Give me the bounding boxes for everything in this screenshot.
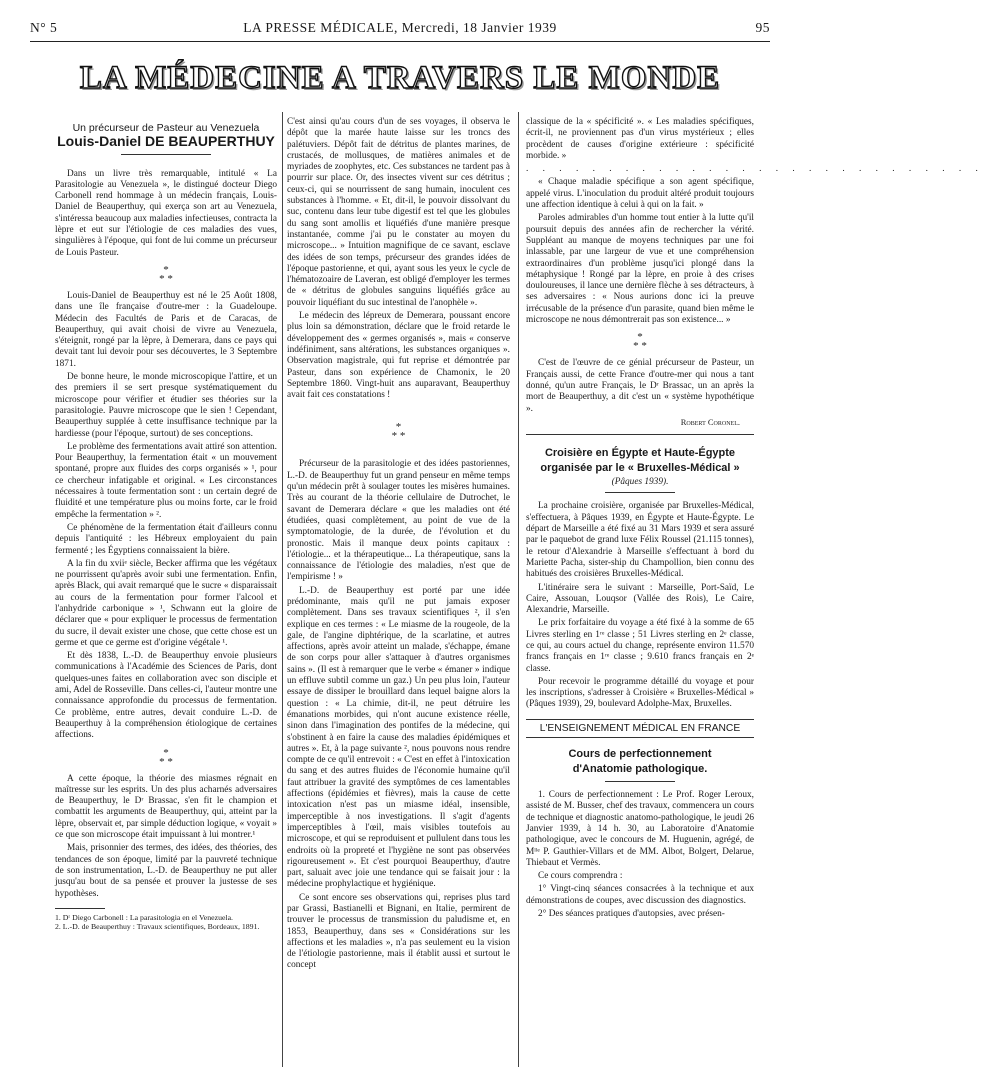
paragraph: C'est ainsi qu'au cours d'un de ses voyages, il observa le dépôt que la marée haute laisse sur les troncs des palétuviers. Dépôt fait de détritus de plantes marines, de crustacés, de mollusques, de matières animales et de myriades de zoophytes, etc. Ces substances ne tardent pas à pourrir sur place. Or, des insectes vivent sur ces détritus ; ceux-ci, qui se nourrissent de sang humain, inoculent ces substances à l'homme. « Et, dit-il, le pouvoir dissolvant du suc, contenu dans leur tube digestif est tel que les globules du sang sont amollis et liquéfiés d'une manière presque instantanée, comme j'ai pu le constater au moyen du microscope... » Intuition magnifique de ce savant, esclave des idées de son temps, précurseur des grandes idées de l'époque pastorienne, et qui, ayant sous les yeux le cycle de l'hématozoaire de Laveran, est obligé d'employer les termes de « détritus de globules sanguins liquéfiés grâce au pouvoir liquéfiant du suc intestinal de l'anophèle ». [287, 117, 510, 308]
section-separator: * * * [633, 331, 647, 353]
running-header [30, 20, 770, 40]
section-banner: LA MÉDECINE A TRAVERS LE MONDE [79, 60, 721, 96]
section-header: L'ENSEIGNEMENT MÉDICAL EN FRANCE [526, 719, 754, 738]
footnote: 2. L.-D. de Beauperthuy : Travaux scientifiques, Bordeaux, 1891. [55, 922, 260, 932]
section-separator: * * * [159, 263, 173, 285]
column-divider-2 [518, 112, 519, 1067]
paragraph: Louis-Daniel de Beauperthuy est né le 25 Août 1808, dans une île française d'outre-mer : la Guadeloupe. Médecin des Facultés de Paris et de Caracas, de Beauperthuy, qui avait choisi de vivre au Venezuela, s'éteignit, rongé par la lèpre, à Demerara, dans ce pays qui devait tant lui devoir pour ses découvertes, le 3 Septembre 1871. [55, 290, 277, 369]
page-number: 95 [755, 20, 770, 35]
paragraph: C'est de l'œuvre de ce génial précurseur de Pasteur, un Français aussi, de cette France d'outre-mer qui nous a tant donné, qu'un autre Français, le Dʳ Brassac, un an après la mort de Beauperthuy, a dit c'est un « système hypothétique ». [526, 358, 754, 414]
paragraph: L'itinéraire sera le suivant : Marseille, Port-Saïd, Le Caire, Assouan, Louqsor (Vallée des Rois), Le Caire, Alexandrie, Marseille. [526, 582, 754, 616]
paragraph: Mais, prisonnier des termes, des idées, des théories, des tendances de son époque, limité par la pauvreté technique de son instrumentation, L.-D. de Beauperthuy ne put aller jusqu'au bout de sa pensée et prouver la justesse de ses hypothèses. [55, 843, 277, 899]
paragraph: A cette époque, la théorie des miasmes régnait en maîtresse sur les esprits. Un des plus acharnés adversaires de Beauperthuy, le Dʳ Brassac, s'en fit le champion et combattit les arguments de Beauperthuy, qui, atteint par la lèpre, observait et, par simple déduction logique, « voyait » ce que son microscope était impuissant à lui montrer.¹ [55, 773, 277, 841]
paragraph: L.-D. de Beauperthuy est porté par une idée prédominante, mais qu'il ne put jamais exposer complètement. Dans ses travaux scientifiques ², il s'en explique en ces termes : « Le miasme de la rougeole, de la gale, de l'angine diphtérique, de la scarlatine, et autres affections, après avoir atteint un malade, s'échappe, émane de son corps pour aller s'attaquer à d'autres organismes sains ». (Il est à remarquer que le verbe « émaner » indique un effluve subtil comme un gaz.) Un peu plus loin, l'auteur essaye de dissiper le brouillard dans lequel baigne alors la question : « La chimie, dit-il, ne peut détruire les émanations morbides, qui n'ont aucune existence réelle, sinon dans l'imagination des pontifes de la médecine, qui s'obstinent à en faire la cause des maladies épidémiques et autres ». Et, à la page suivante ², nous pouvons nous rendre compte de ce qu'il entrevoit : « C'est en effet à l'intoxication du sang et des autres fluides de l'économie humaine qu'il faut attribuer la gravité des symptômes de ces lamentables affections (épidémies et fièvres), mais la cause de cette intoxication n'est pas un miasme idéal, insensible, imperceptible à nos investigations. Il s'agit d'agents imperceptibles à l'œil, mais visibles toutefois au microscope, et qui se reproduisent et pullulent dans tous les endroits où la propreté et l'hygiène ne sont pas observées rigoureusement ». Et c'est pourquoi Beauperthuy, d'autre part, saluait avec joie une tendance qui se faisait jour : la médecine prophylactique et hygiénique. [287, 585, 511, 890]
paragraph: Le problème des fermentations avait attiré son attention. Pour Beauperthuy, la fermentation était « un mouvement spontané, propre aux fluides des corps organisés » ¹, pour ce chercheur infatigable et original. « Les circonstances nécessaires à toute fermentation sont : un certain degré de fluidité et une température plus ou moins forte, car le froid empêche la fermentation » ². [55, 441, 277, 520]
title-rule [605, 492, 675, 493]
column-3 [526, 117, 984, 922]
paragraph: Pour recevoir le programme détaillé du voyage et pour les inscriptions, s'adresser à Croisière « Bruxelles-Médical » (Pâques 1939), 29, boulevard Adolphe-Max, Bruxelles. [526, 676, 754, 710]
article-divider [526, 434, 754, 435]
paragraph: Paroles admirables d'un homme tout entier à la lutte qu'il poursuit depuis des années afin de rechercher la vérité. Suppléant au manque de moyens techniques par une foi inlassable, par une largeur de vue et une compréhension extraordinaires d'un problème jusqu'ici plongé dans la métaphysique ! Rongé par la lèpre, en proie à des crises douloureuses, il lance une dernière flèche à ses détracteurs, à ses adversaires : « Nous aurions donc ici la preuve irrécusable de la présence d'un parasite, quand bien même le microscope ne nous démontrerait pas son existence... » [526, 213, 754, 326]
paragraph: « Chaque maladie spécifique a son agent spécifique, appelé virus. L'inoculation du produit altéré produit toujours une affection identique à celui à qui on la fait. » [526, 177, 754, 211]
paragraph: classique de la « spécificité ». « Les maladies spécifiques, écrit-il, ne proviennent pas d'un virus mystérieux ; elles procèdent de causes d'origine extérieure : spécificité morbide. » [526, 117, 754, 161]
paragraph: 2° Des séances pratiques d'autopsies, avec présen- [538, 909, 725, 920]
course-title-line2: d'Anatomie pathologique. [572, 763, 708, 776]
author-signature: Robert Coronel. [680, 416, 740, 427]
column-1 [55, 117, 277, 932]
course-title: Cours de perfectionnement [568, 748, 712, 761]
section-separator: * * * [391, 421, 406, 443]
footnote-rule [55, 908, 105, 909]
paragraph: Dans un livre très remarquable, intitulé « La Parasitologie au Venezuela », le distingué docteur Diego Carbonell rend hommage à un médecin français, Louis-Daniel de Beauperthuy, qui exerça son art au Venezuela, s'intéressa beaucoup aux maladies infectieuses, contracta la lèpre et eut sur l'étiologie de ces maladies des vues, singulières à l'époque, qui font de lui comme un précurseur de Louis Pasteur. [55, 168, 277, 258]
title-rule [605, 781, 675, 782]
paragraph: Ce sont encore ses observations qui, reprises plus tard par Grassi, Bastianelli et Bignani, en Italie, permirent de trouver le processus de transmission du paludisme et, en 1853, Beauperthuy, dans ses « Considérations sur les affections et les maladies », n'a pas seulement eu la vision de l'étiologie pastorienne, mais il établit aussi et surtout le concept [287, 892, 510, 971]
paragraph: Ce cours comprendra : [538, 871, 623, 882]
article-kicker: Un précurseur de Pasteur au Venezuela [72, 122, 260, 134]
paragraph: Et dès 1838, L.-D. de Beauperthuy envoie plusieurs communications à l'Académie des Sciences de Paris, dont quelques-unes faites en collaboration avec son disciple et ami, Adel de Rosseville. Dans celles-ci, l'auteur montre une connaissance approfondie du processus de fermentation. Ce problème, entre autres, devait conduire L.-D. de Beauperthuy à la compréhension étiologique de certaines affections. [55, 651, 277, 741]
header-rule [30, 41, 770, 42]
title-rule [121, 154, 211, 155]
issue-number: N° 5 [30, 20, 58, 35]
paragraph: A la fin du xviiᵉ siècle, Becker affirma que les végétaux ne pourrissent qu'après avoir subi une fermentation. Enfin, après Black, qui avait remarqué que le sucre « disparaissait au cours de la fermentation pour former l'alcool et l'anhydride carbonique » ¹, Schwann eut la gloire de déclarer que « pour expliquer le processus de fermentation du sucre, il devait exister une chose, que cette chose est un germe et que ce germe est d'origine végétale ¹. [55, 558, 277, 648]
cruise-subtitle: (Pâques 1939). [611, 477, 669, 488]
paragraph: De bonne heure, le monde microscopique l'attire, et un des premiers il se sert presque systématiquement du microscope pour vérifier et étudier ses théories sur la parasitologie. Pauvre microscope que le sien ! Cependant, Beauperthuy supplée à cette insuffisance technique par la hardiesse (pour l'époque, surtout) de ses conceptions. [55, 372, 277, 439]
journal-title: LA PRESSE MÉDICALE, Mercredi, 18 Janvier 1939 [243, 20, 557, 35]
column-2 [287, 117, 510, 974]
paragraph: Le prix forfaitaire du voyage a été fixé à la somme de 65 Livres sterling en 1ʳᵉ classe ; 51 Livres sterling en 2ᵉ classe, ce qui, au cours actuel du change, représente environ 11.570 francs français en 1ʳᵉ classe ; 9.610 francs français en 2ᵉ classe. [526, 618, 754, 674]
footnote: 1. Dʳ Diego Carbonell : La parasitologia en el Venezuela. [55, 912, 234, 922]
paragraph: La prochaine croisière, organisée par Bruxelles-Médical, s'effectuera, à Pâques 1939, en Égypte et Haute-Égypte. Le départ de Marseille a été fixé au 31 Mars 1939 et sera assuré par le paquebot de grand luxe Félix Roussel (21.115 tonnes), le retour d'Alexandrie à Marseille s'effectuant à bord du Mariette Pacha, sister-ship du Champollion, bien connu des habitués des croisières Bruxelles-Médical. [526, 501, 754, 580]
article-title: Louis-Daniel DE BEAUPERTHUY [57, 133, 275, 150]
paragraph: 1. Cours de perfectionnement : Le Prof. Roger Leroux, assisté de M. Busser, chef des travaux, commencera un cours de technique et diagnostic anatomo-pathologique, le jeudi 26 Janvier 1939, à 14 h. 30, au Laboratoire d'Anatomie pathologique, avec le concours de M. Huguenin, agrégé, de Mˡˡᵉ P. Gauthier-Villars et de MM. Albot, Bolgert, Delarue, Thiebaut et Vermès. [526, 790, 754, 868]
column-divider-1 [282, 112, 283, 1067]
paragraph: 1° Vingt-cinq séances consacrées à la technique et aux démonstrations de coupes, avec discussion des diagnostics. [526, 884, 754, 906]
paragraph: Le médecin des lépreux de Demerara, poussant encore plus loin sa démonstration, déclare que le froid retarde le développement des « germes organisés », mais « conserve indéfiniment, sans altérations, les substances organiques ». Observation magistrale, qui fut reprise et démontrée par Pasteur, dans son expérience de Chamonix, le 20 Septembre 1860. Vingt-huit ans auparavant, Beauperthuy avait fait ces constatations ! [287, 311, 510, 401]
paragraph: Ce phénomène de la fermentation était d'ailleurs connu depuis l'antiquité : les Hébreux employaient du pain fermenté ; les Égyptiens connaissaient la bière. [55, 522, 277, 556]
ellipsis-line: . . . . . . . . . . . . . . . . . . . . . . . . . . . . [526, 164, 984, 175]
cruise-title-line2: organisée par le « Bruxelles-Médical » [540, 462, 740, 475]
paragraph: Précurseur de la parasitologie et des idées pastoriennes, L.-D. de Beauperthuy fut un grand penseur en même temps qu'un médecin prêt à soulager toutes les misères humaines. Très au courant de la théorie cellulaire de Dutrochet, le savant de Demerara déclare « que les maladies ont été étudiées, quasi complètement, au point de vue de la symptomatologie, de la durée, de l'évolution et du pronostic. Mais il manque deux points capitaux : l'étiologie... et la thérapeutique... La thérapeutique, sans la connaissance de l'étiologie des maladies, n'est que de l'empirisme ! » [287, 459, 510, 583]
section-separator: * * * [159, 746, 173, 768]
cruise-title: Croisière en Égypte et Haute-Égypte [544, 447, 736, 460]
